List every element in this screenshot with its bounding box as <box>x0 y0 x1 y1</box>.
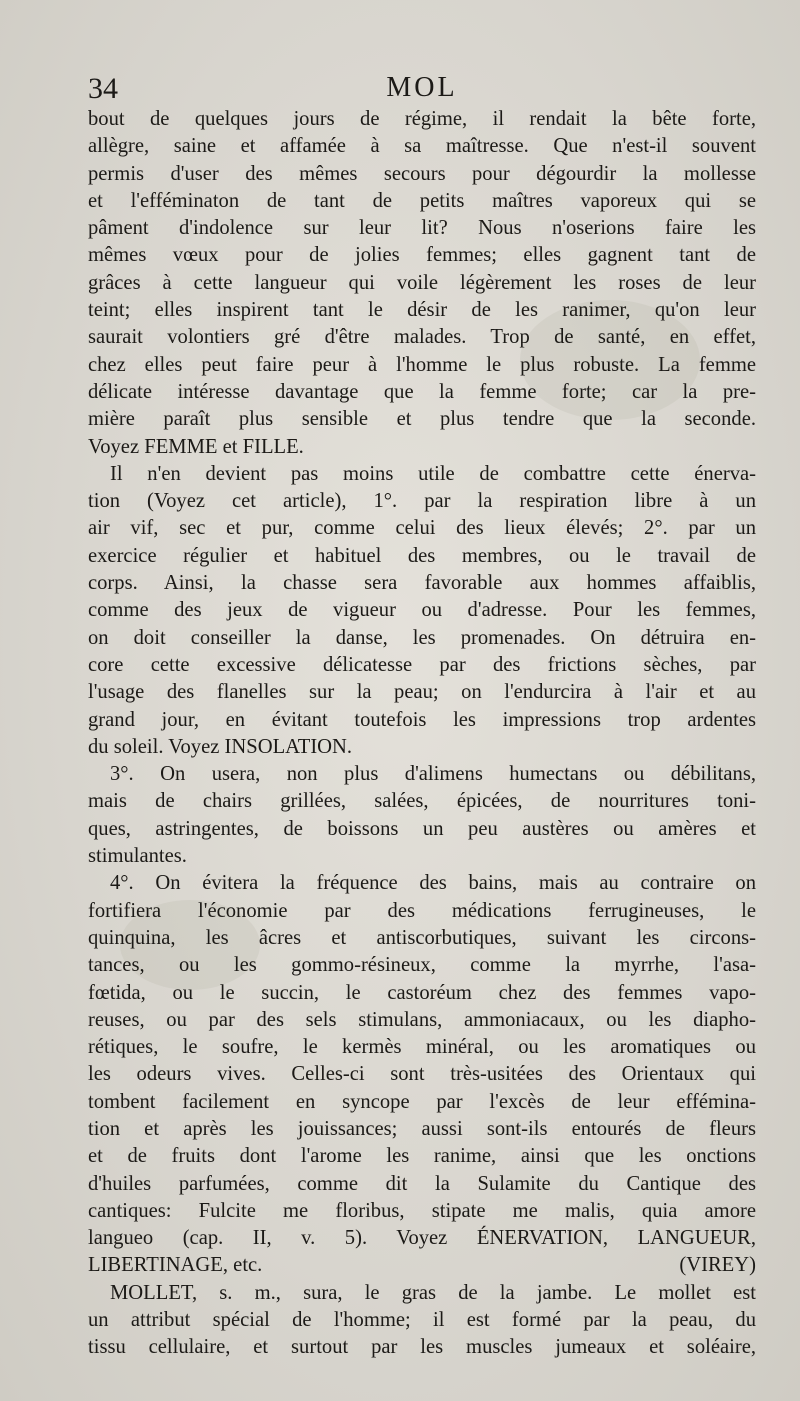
text-line: un attribut spécial de l'homme; il est formé par la peau, du <box>88 1309 756 1332</box>
text-line: cantiques: Fulcite me floribus, stipate me malis, quia amore <box>88 1199 756 1222</box>
text-line: reuses, ou par des sels stimulans, ammoniacaux, ou les diapho- <box>88 1008 756 1031</box>
text-line: air vif, sec et pur, comme celui des lieux élevés; 2°. par un <box>88 517 756 540</box>
author-signature: (VIREY) <box>679 1254 756 1277</box>
text-line: stimulantes. <box>88 845 187 868</box>
text-line: tombent facilement en syncope par l'excès de leur effémina- <box>88 1090 756 1113</box>
text-line: MOLLET, s. m., sura, le gras de la jambe. Le mollet est <box>110 1281 756 1304</box>
running-head: MOL <box>386 72 458 103</box>
text-line: ques, astringentes, de boissons un peu austères ou amères et <box>88 817 756 840</box>
text-line: quinquina, les âcres et antiscorbutiques, suivant les circons- <box>88 926 756 949</box>
text-line: tion et après les jouissances; aussi sont-ils entourés de fleurs <box>88 1117 756 1140</box>
text-line: on doit conseiller la danse, les promenades. On détruira en- <box>88 626 756 649</box>
text-line: fœtida, ou le succin, le castoréum chez des femmes vapo- <box>88 981 756 1004</box>
text-line: et l'efféminaton de tant de petits maîtres vaporeux qui se <box>88 189 756 212</box>
page-number: 34 <box>88 72 118 105</box>
text-line: grâces à cette langueur qui voile légèrement les roses de leur <box>88 271 756 294</box>
text-line: délicate intéresse davantage que la femme forte; car la pre- <box>88 380 756 403</box>
text-line: pâment d'indolence sur leur lit? Nous n'oserions faire les <box>88 217 756 240</box>
text-line: bout de quelques jours de régime, il rendait la bête forte, <box>88 108 756 130</box>
text-line-with-signature <box>88 1252 756 1279</box>
text-line: chez elles peut faire peur à l'homme le plus robuste. La femme <box>88 353 756 376</box>
text-line: mais de chairs grillées, salées, épicées, de nourritures toni- <box>88 790 756 813</box>
text-line: Il n'en devient pas moins utile de combattre cette énerva- <box>110 462 756 485</box>
text-line: fortifiera l'économie par des médications ferrugineuses, le <box>88 899 756 922</box>
text-line: 4°. On évitera la fréquence des bains, mais au contraire on <box>110 872 756 895</box>
text-line: 3°. On usera, non plus d'alimens humectans ou débilitans, <box>110 763 756 786</box>
text-line: mière paraît plus sensible et plus tendre que la seconde. <box>88 408 756 431</box>
text-line: Voyez FEMME et FILLE. <box>88 435 304 458</box>
text-line: d'huiles parfumées, comme dit la Sulamite du Cantique des <box>88 1172 756 1195</box>
text-line: l'usage des flanelles sur la peau; on l'endurcira à l'air et au <box>88 681 756 704</box>
text-line: LIBERTINAGE, etc. <box>88 1254 263 1277</box>
text-line: corps. Ainsi, la chasse sera favorable aux hommes affaiblis, <box>88 572 756 595</box>
text-line: core cette excessive délicatesse par des frictions sèches, par <box>88 653 756 676</box>
text-line: comme des jeux de vigueur ou d'adresse. Pour les femmes, <box>88 599 756 622</box>
text-line: allègre, saine et affamée à sa maîtresse. Que n'est-il souvent <box>88 135 756 158</box>
text-line: teint; elles inspirent tant le désir de les ranimer, qu'on leur <box>88 299 756 322</box>
text-line: tances, ou les gommo-résineux, comme la myrrhe, l'asa- <box>88 954 756 977</box>
text-line: tion (Voyez cet article), 1°. par la respiration libre à un <box>88 490 756 513</box>
body-text <box>88 106 756 1362</box>
text-line: et de fruits dont l'arome les ranime, ainsi que les onctions <box>88 1145 756 1168</box>
text-line: langueo (cap. II, v. 5). Voyez ÉNERVATION, LANGUEUR, <box>88 1227 756 1250</box>
page-header <box>88 68 756 108</box>
text-line: grand jour, en évitant toutefois les impressions trop ardentes <box>88 708 756 731</box>
text-line: les odeurs vives. Celles-ci sont très-usitées des Orientaux qui <box>88 1063 756 1086</box>
text-line: saurait volontiers gré d'être malades. Trop de santé, en effet, <box>88 326 756 349</box>
text-line: permis d'user des mêmes secours pour dégourdir la mollesse <box>88 162 756 185</box>
text-line: du soleil. Voyez INSOLATION. <box>88 735 353 758</box>
text-line: tissu cellulaire, et surtout par les muscles jumeaux et soléaire, <box>88 1336 756 1359</box>
text-line: mêmes vœux pour de jolies femmes; elles gagnent tant de <box>88 244 756 267</box>
text-line: rétiques, le soufre, le kermès minéral, ou les aromatiques ou <box>88 1036 756 1059</box>
text-line: exercice régulier et habituel des membres, ou le travail de <box>88 544 756 567</box>
